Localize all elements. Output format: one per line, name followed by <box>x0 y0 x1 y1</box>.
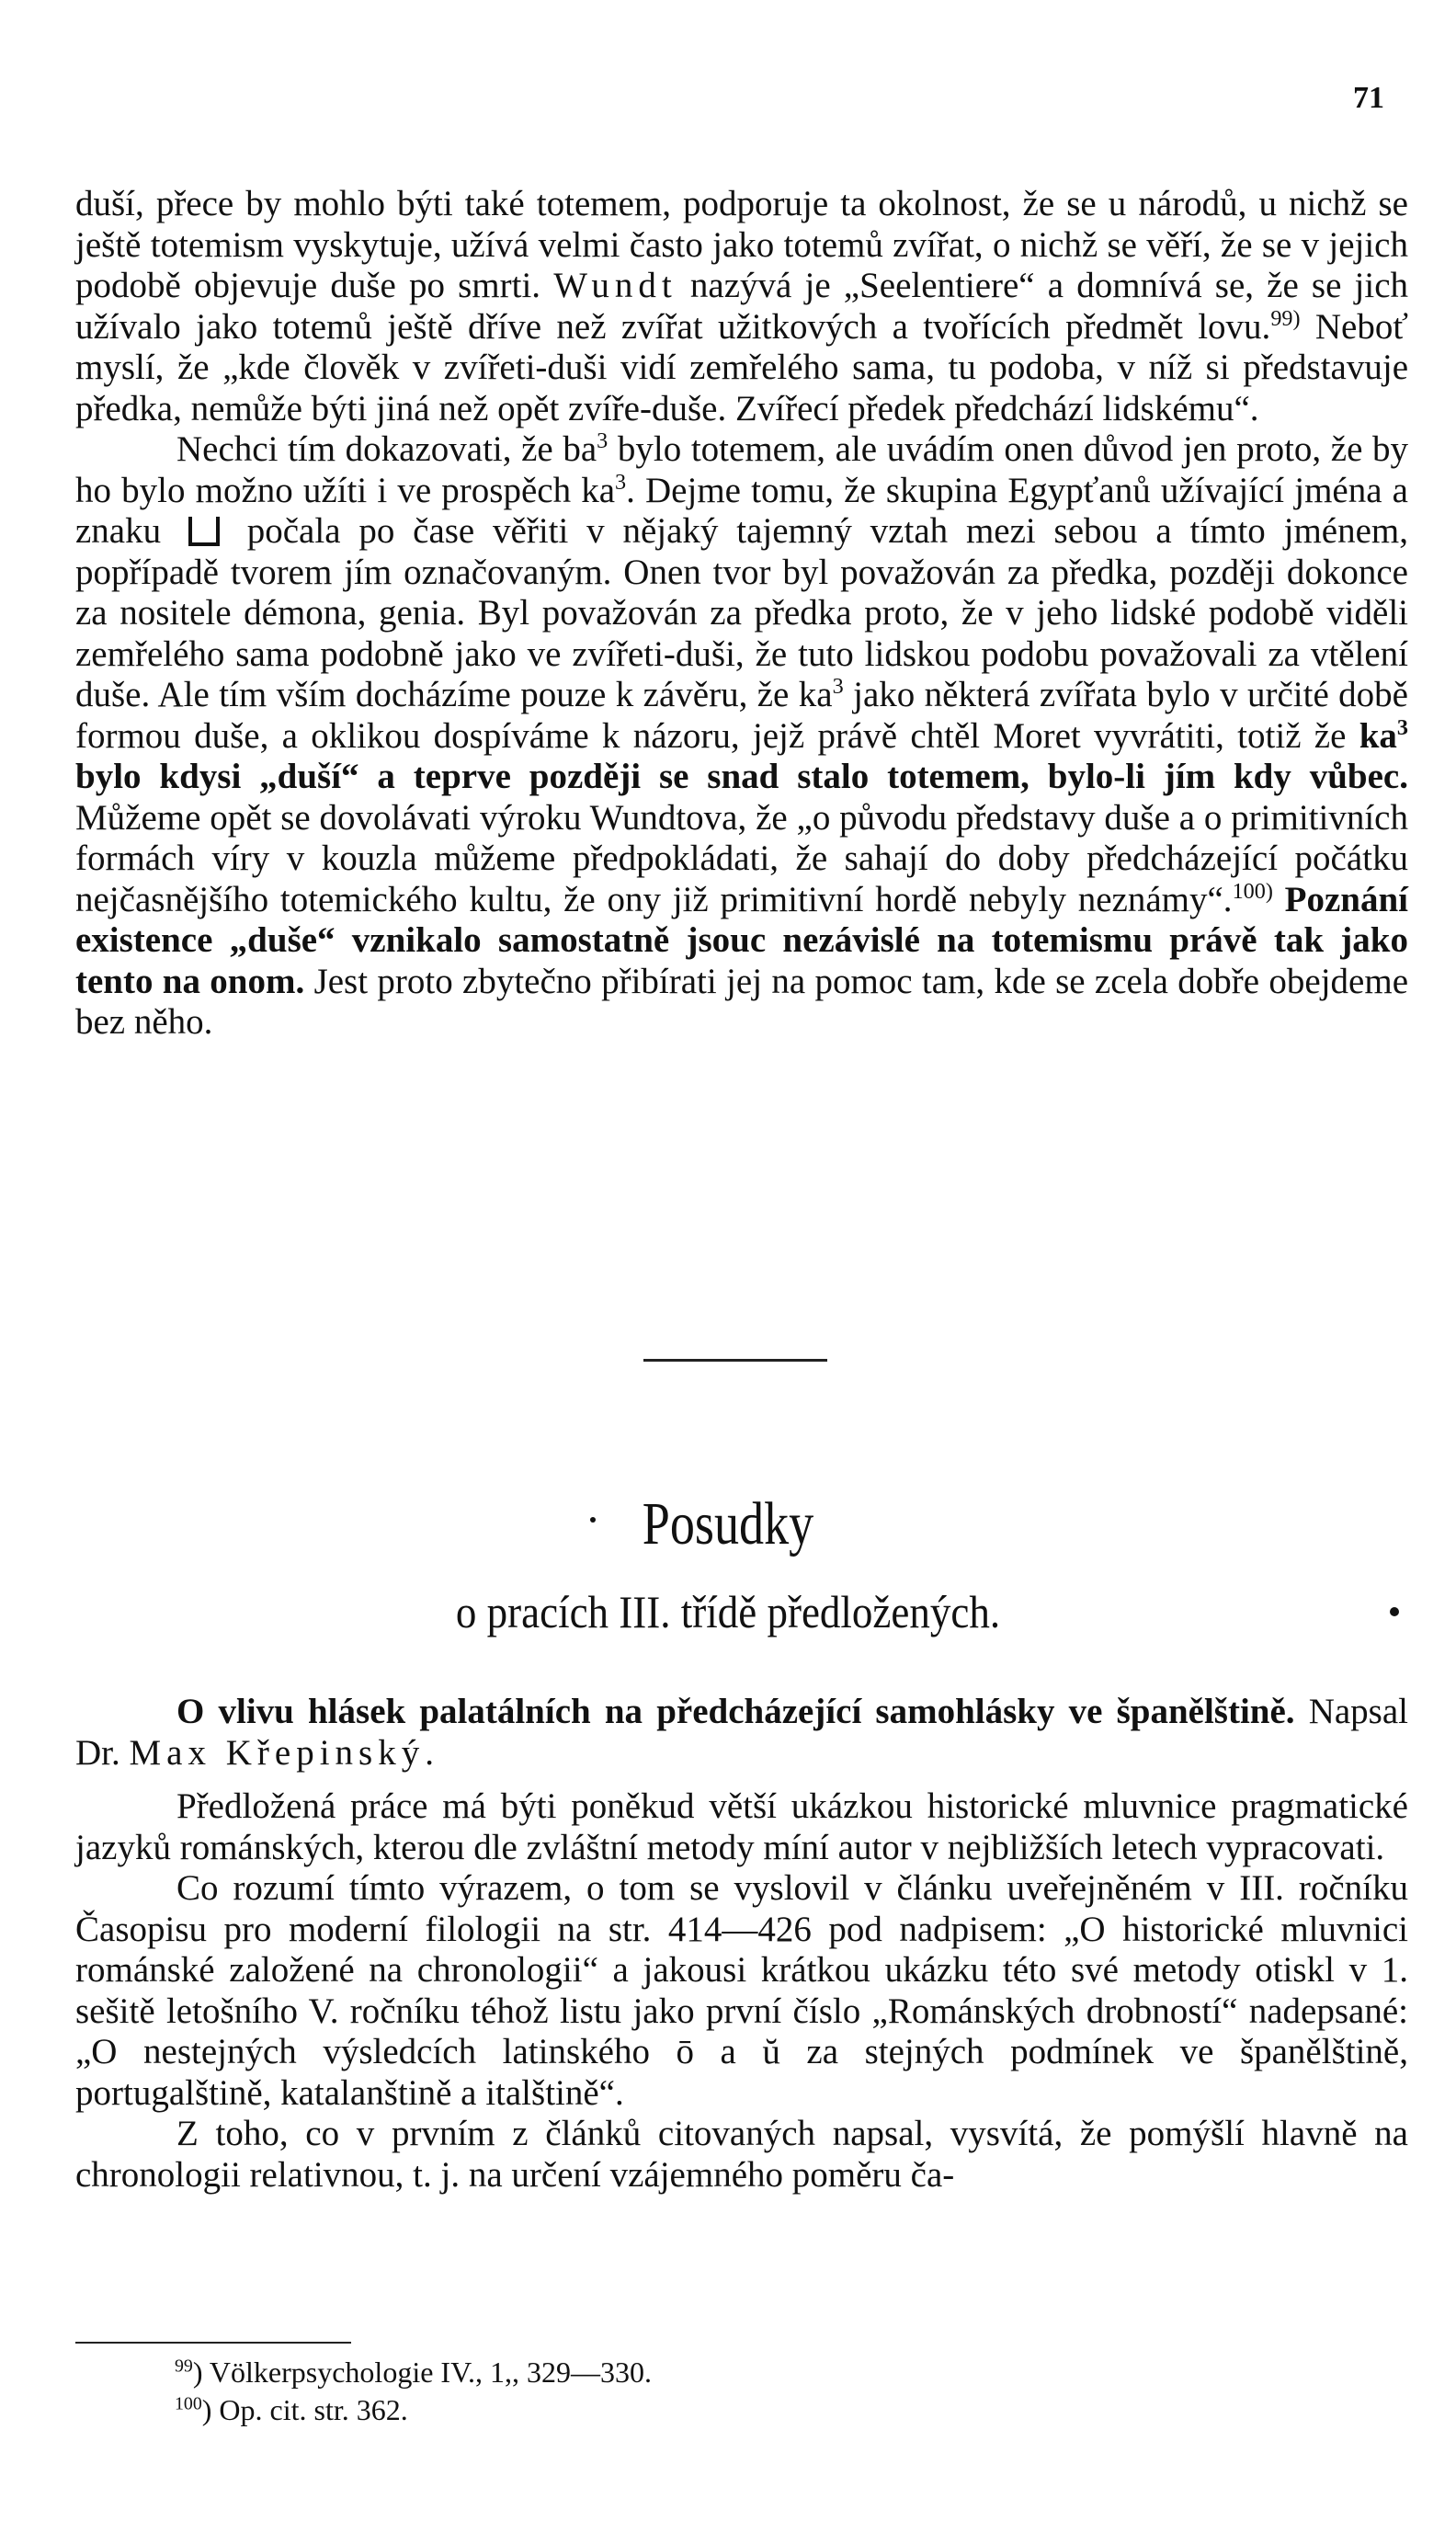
review-block <box>75 1692 1408 2196</box>
review-paragraph-2: Co rozumí tímto výrazem, o tom se vyslovil v článku uveřejněném v III. ročníku Časopisu pro moderní filologii na str. 414—426 pod nadpisem: „O historické mluvnici románské založené na chronologii“ a jakousi krátkou ukázku této své metody otiskl v 1. sešitě letošního V. ročníku téhož listu jako první číslo „Románských drobností“ nadepsané: „O nestejných výsledcích latinského ō a ŭ za stejných podmínek ve španělštině, portugalštině, katalanštině a italštině“. <box>75 1868 1408 2113</box>
footnote-ref-100[interactable]: 100) <box>1232 878 1273 904</box>
footnote-ref-99[interactable]: 99) <box>1270 305 1301 331</box>
section-subtitle: o pracích III. třídě předložených. <box>455 1586 1001 1637</box>
section-divider <box>643 1359 827 1362</box>
print-dot <box>590 1517 596 1523</box>
hieroglyph-ka-icon <box>188 517 220 546</box>
print-dot <box>1390 1607 1399 1616</box>
emphasis-1: $ka^3$ bylo kdysi „duší“ a teprve později se snad stalo totemem, bylo-li jím kdy vůbec. <box>75 714 1409 796</box>
footnote-99: $^{99}$) Völkerpsychologie IV., 1,, 329—330. <box>175 2356 653 2389</box>
review-paragraph-1: Předložená práce má býti poněkud větší ukázkou historické mluvnice pragmatické jazyků románských, kterou dle zvláštní metody míní autor v nejbližších letech vypracovati. <box>75 1786 1408 1867</box>
emphasis-2: Poznání existence „duše“ vznikalo samostatně jsouc nezávislé na totemismu právě tak jako tento na onom. <box>75 879 1408 1001</box>
footnote-rule <box>75 2342 351 2344</box>
review-paragraph-3: Z toho, co v prvním z článků citovaných napsal, vysvítá, že pomýšlí hlavně na chronologii relativnou, t. j. na určení vzájemného poměru ča- <box>75 2114 1408 2195</box>
paragraph-2: Nechci tím dokazovati, že $ba^3$ bylo totemem, ale uvádím onen důvod jen proto, že by ho bylo možno užíti i ve prospěch $ka^3$. Dejme tomu, že skupina Egypťanů užívající jména a znaku počala po čase věřiti v nějaký tajemný vztah mezi sebou a tímto jménem, popřípadě tvorem jím označovaným. Onen tvor byl považován za předka, později dokonce za nositele démona, genia. Byl považován za předka proto, že v jeho lidské podobě viděli zemřelého sama podobně jako ve zvířeti-duši, že tuto lidskou podobu považovali za vtělení duše. Ale tím vším docházíme pouze k závěru, že $ka^3$ jako některá zvířata bylo v určité době formou duše, a oklikou dospíváme k názoru, jejž právě chtěl Moret vyvrátiti, totiž že $ka^3$ bylo kdysi „duší“ a teprve později se snad stalo totemem, bylo-li jím kdy vůbec. Můžeme opět se dovolávati výroku Wundtova, že „o původu představy duše a o primitivních formách víry v kouzla můžeme předpokládati, že sahají do doby předcházející počátku nejčasnějšího totemického kultu, že ony již primitivní hordě nebyly neznámy“.$^{100)}$ Poznání existence „duše“ vznikalo samostatně jsouc nezávislé na totemismu právě tak jako tento na onom. Jest proto zbytečno přibírati jej na pomoc tam, kde se zcela dobře obejdeme bez něho. <box>75 428 1409 1042</box>
section-title: Posudky <box>642 1490 814 1557</box>
review-title: O vlivu hlásek palatálních na předcházející samohlásky ve španělštině. Napsal Dr. Max Křepinský. <box>75 1692 1409 1773</box>
author-name-wundt: Wundt <box>553 266 677 305</box>
paragraph-1: duší, přece by mohlo býti také totemem, podporuje ta okolnost, že se u národů, u nichž se ještě totemism vyskytuje, užívá velmi často jako totemů zvířat, o nichž se věří, že se v jejich podobě objevuje duše po smrti. Wundt nazývá je „Seelentiere“ a domnívá se, že se jich užívalo jako totemů ještě dříve než zvířat užitkových a tvořících předmět lovu.$^{99)}$ Neboť myslí, že „kde člověk v zvířeti-duši vidí zemřelého sama, tu podoba, v níž si představuje předka, nemůže býti jiná než opět zvíře-duše. Zvířecí předek předchází lidskému“. <box>75 184 1409 428</box>
footnotes <box>175 2354 1370 2429</box>
upper-text-block <box>75 184 1408 1044</box>
footnote-100: $^{100}$) Op. cit. str. 362. <box>175 2393 408 2426</box>
review-author: Max Křepinský. <box>129 1732 439 1773</box>
page-number: 71 <box>1353 81 1384 115</box>
